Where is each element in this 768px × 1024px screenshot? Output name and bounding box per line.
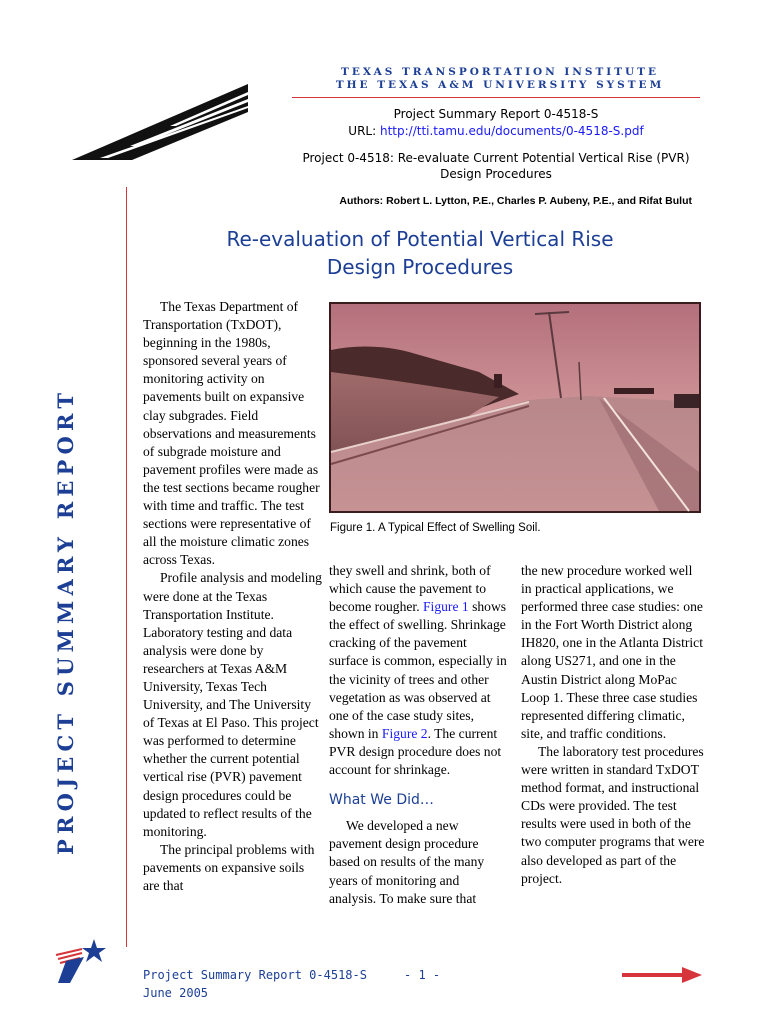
text-run: . The current PVR design procedure does not account for shrinkage. xyxy=(329,725,502,778)
paragraph: The Texas Department of Transportation (TxDOT), beginning in the 1980s, sponsored several years of monitoring activity on pavements built on expansive clay subgrades. Field observations and measurements of subgrade moisture and pavement profiles were made as the test sections became rougher with time and traffic. The test sections were representative of all the moisture climatic zones across Texas. xyxy=(143,299,320,568)
project-line-1: Project 0-4518: Re-evaluate Current Potential Vertical Rise (PVR) xyxy=(302,151,690,165)
road-logo-icon xyxy=(70,82,250,162)
footer-report-id: Project Summary Report 0-4518-S xyxy=(143,968,367,982)
paragraph: The laboratory test procedures were written in standard TxDOT method format, and instructional CDs were provided. The test results were used in both of the two computer programs that were also developed as part of the project. xyxy=(521,743,705,886)
authors: Authors: Robert L. Lytton, P.E., Charles P. Aubeny, P.E., and Rifat Bulut xyxy=(339,195,692,207)
side-rule xyxy=(126,187,127,947)
swelling-soil-photo xyxy=(329,302,701,513)
report-url-link[interactable]: http://tti.tamu.edu/documents/0-4518-S.pdf xyxy=(379,124,644,138)
txdot-star-logo-icon xyxy=(52,935,108,985)
project-line-2: Design Procedures xyxy=(440,167,552,181)
project-summary-report-banner: PROJECT SUMMARY REPORT xyxy=(53,387,78,855)
page-title xyxy=(130,225,710,281)
institute-name: TEXAS TRANSPORTATION INSTITUTE xyxy=(341,66,659,78)
footer-date: June 2005 xyxy=(143,986,209,1000)
figure-2-link[interactable]: Figure 2 xyxy=(381,725,428,741)
url-label: URL: xyxy=(348,124,377,138)
header-rule xyxy=(292,97,700,98)
next-page-arrow-icon[interactable] xyxy=(622,966,702,984)
title-line-1: Re-evaluation of Potential Vertical Rise xyxy=(226,227,614,251)
body-column-3 xyxy=(521,562,706,888)
paragraph: The principal problems with pavements on expansive soils are that xyxy=(143,841,315,893)
university-system: THE TEXAS A&M UNIVERSITY SYSTEM xyxy=(335,79,665,91)
report-id: Project Summary Report 0-4518-S xyxy=(393,107,599,121)
body-column-2 xyxy=(329,562,509,908)
page-number: - 1 - xyxy=(404,968,441,982)
section-heading: What We Did… xyxy=(329,792,434,809)
paragraph xyxy=(329,562,509,779)
paragraph: Profile analysis and modeling were done at the Texas Transportation Institute. Laboratory testing and data analysis were done by researchers at Texas A&M University, Texas Tech University, and The University of Texas at El Paso. This project was performed to determine whether the current potential vertical rise (PVR) pavement design procedures could be updated to reflect results of the monitoring. xyxy=(143,570,322,839)
text-run: they swell and shrink, both of which cause the pavement to become rougher. xyxy=(329,563,491,615)
figure-caption: Figure 1. A Typical Effect of Swelling Soil. xyxy=(330,522,541,534)
text-run: shows the effect of swelling. Shrinkage cracking of the pavement surface is common, especially in the vicinity of trees and other vegetation as was observed at one of the case study sites, shown in xyxy=(329,599,507,741)
paragraph: We developed a new pavement design procedure based on results of the many years of monitoring and analysis. To make sure that xyxy=(329,818,485,906)
title-line-2: Design Procedures xyxy=(326,255,514,279)
figure-1-link[interactable]: Figure 1 xyxy=(423,599,469,615)
body-column-1 xyxy=(143,298,323,895)
url-line xyxy=(300,124,692,138)
paragraph: the new procedure worked well in practical applications, we performed three case studies: one in the Fort Worth District along IH820, one in the Atlanta District along US271, and one in the Austin District along MoPac Loop 1. These three case studies represented differing climatic, site, and traffic conditions. xyxy=(521,563,703,741)
